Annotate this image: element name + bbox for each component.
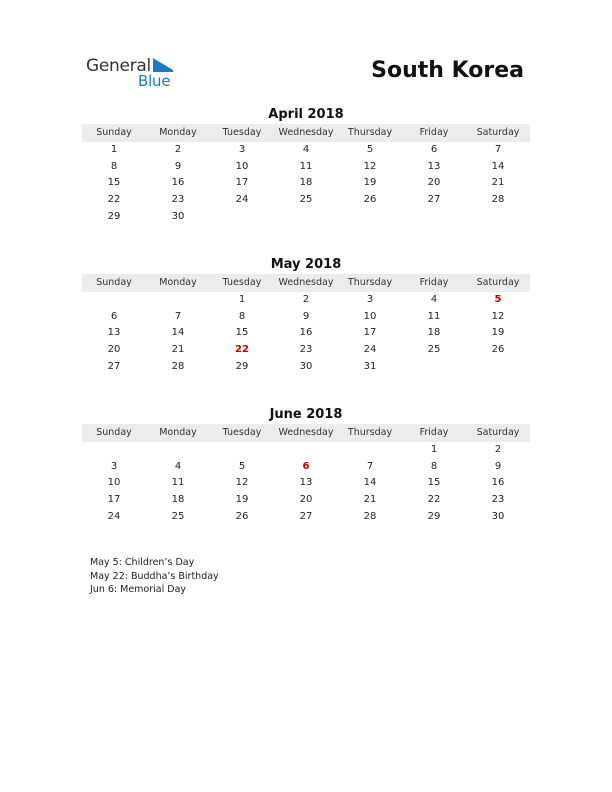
weekday-label: Wednesday <box>278 127 334 138</box>
day-cell: 18 <box>171 494 185 506</box>
day-cell: 4 <box>174 460 182 472</box>
month-title: May 2018 <box>270 257 342 272</box>
day-cell: 26 <box>235 510 249 522</box>
week-row <box>82 209 530 226</box>
week-row <box>82 492 530 509</box>
day-cell: 24 <box>235 194 249 206</box>
holiday-note: May 22: Buddha’s Birthday <box>90 570 219 582</box>
day-cell <box>402 359 466 376</box>
week-row <box>82 442 530 459</box>
day-cell: 28 <box>363 510 377 522</box>
week-row <box>82 142 530 159</box>
day-cell: 30 <box>299 360 313 372</box>
day-cell: 31 <box>363 360 377 372</box>
holiday-note: May 5: Children’s Day <box>90 557 195 568</box>
day-cell: 4 <box>302 144 310 155</box>
day-cell: 12 <box>491 310 505 322</box>
day-cell: 19 <box>491 327 505 339</box>
day-cell: 2 <box>174 144 182 155</box>
day-cell: 30 <box>491 510 505 522</box>
week-row <box>82 509 530 526</box>
day-cell: 26 <box>491 344 505 356</box>
weekday-label: Monday <box>159 277 197 288</box>
month-title: June 2018 <box>269 407 343 422</box>
day-cell: 27 <box>299 510 313 522</box>
day-cell <box>82 442 146 459</box>
weekday-label: Sunday <box>96 277 132 288</box>
day-cell: 3 <box>238 144 246 155</box>
day-cell <box>338 209 402 226</box>
day-cell: 7 <box>366 460 374 472</box>
day-cell: 12 <box>235 477 249 489</box>
day-cell: 23 <box>491 494 505 506</box>
day-cell: 28 <box>491 194 505 206</box>
day-cell: 30 <box>171 210 185 222</box>
day-cell: 11 <box>427 310 441 322</box>
day-cell <box>146 442 210 459</box>
general-blue-logo <box>86 56 196 92</box>
week-row <box>82 159 530 176</box>
day-cell: 18 <box>299 177 313 189</box>
day-cell <box>402 209 466 226</box>
week-row <box>82 359 530 376</box>
day-cell <box>274 209 338 226</box>
weekday-label: Sunday <box>96 427 132 438</box>
weekday-label: Tuesday <box>222 127 262 138</box>
weekday-label: Tuesday <box>222 427 262 438</box>
day-cell: 6 <box>110 310 118 322</box>
weekday-label: Thursday <box>347 427 393 438</box>
day-cell: 23 <box>171 194 185 206</box>
day-cell: 3 <box>366 294 374 305</box>
day-cell: 26 <box>363 194 377 206</box>
week-row <box>82 325 530 342</box>
day-cell <box>210 442 274 459</box>
month-may <box>82 256 530 375</box>
day-cell: 27 <box>427 194 441 206</box>
day-cell <box>146 292 210 309</box>
day-cell: 10 <box>235 160 249 172</box>
logo-word-blue: Blue <box>138 72 171 90</box>
day-cell: 5 <box>366 144 374 155</box>
day-cell <box>82 292 146 309</box>
day-cell: 17 <box>363 327 377 339</box>
day-cell: 28 <box>171 360 185 372</box>
day-cell: 11 <box>171 477 185 489</box>
week-row <box>82 475 530 492</box>
weekday-label: Friday <box>419 277 449 288</box>
holiday-day-cell: 22 <box>235 344 249 356</box>
day-cell: 21 <box>171 344 185 356</box>
weekday-label: Friday <box>419 427 449 438</box>
day-cell: 13 <box>107 327 121 339</box>
weekday-label: Friday <box>419 127 449 138</box>
week-row <box>82 342 530 359</box>
week-row <box>82 459 530 476</box>
day-cell: 20 <box>299 494 313 506</box>
holiday-note: Jun 6: Memorial Day <box>90 584 187 595</box>
day-cell: 29 <box>235 360 249 372</box>
weekday-label: Saturday <box>476 277 520 288</box>
day-cell: 16 <box>171 177 185 189</box>
week-row <box>82 292 530 309</box>
day-cell: 16 <box>491 477 505 489</box>
day-cell: 8 <box>110 160 118 172</box>
day-cell <box>210 209 274 226</box>
weekday-label: Saturday <box>476 427 520 438</box>
day-cell: 29 <box>107 210 121 222</box>
day-cell: 24 <box>363 344 377 356</box>
day-cell: 5 <box>238 460 246 472</box>
day-cell: 16 <box>299 327 313 339</box>
weekday-header-row <box>82 274 530 292</box>
day-cell: 19 <box>235 494 249 506</box>
day-cell: 13 <box>427 160 441 172</box>
logo-flag-icon <box>153 58 173 70</box>
day-cell: 15 <box>427 477 441 489</box>
weekday-label: Thursday <box>347 127 393 138</box>
logo-word-general: General <box>86 56 151 76</box>
day-cell: 2 <box>494 444 502 455</box>
weekday-label: Monday <box>159 427 197 438</box>
day-cell: 6 <box>430 144 438 155</box>
holiday-day-cell: 5 <box>494 294 502 305</box>
day-cell: 29 <box>427 510 441 522</box>
month-title: April 2018 <box>268 107 344 122</box>
weekday-label: Sunday <box>96 127 132 138</box>
day-cell: 7 <box>494 144 502 155</box>
weekday-label: Wednesday <box>278 277 334 288</box>
day-cell: 25 <box>427 344 441 356</box>
day-cell: 3 <box>110 460 118 472</box>
day-cell: 17 <box>235 177 249 189</box>
day-cell: 2 <box>302 294 310 305</box>
day-cell: 1 <box>430 444 438 455</box>
day-cell: 19 <box>363 177 377 189</box>
day-cell: 14 <box>491 160 505 172</box>
day-cell: 11 <box>299 160 313 172</box>
day-cell: 1 <box>110 144 118 155</box>
week-row <box>82 192 530 209</box>
day-cell: 14 <box>171 327 185 339</box>
weekday-label: Monday <box>159 127 197 138</box>
weekday-label: Tuesday <box>222 277 262 288</box>
month-june <box>82 406 530 525</box>
day-cell: 18 <box>427 327 441 339</box>
month-april <box>82 106 530 225</box>
day-cell: 20 <box>107 344 121 356</box>
weekday-label: Wednesday <box>278 427 334 438</box>
day-cell: 15 <box>235 327 249 339</box>
holiday-day-cell: 6 <box>302 460 310 472</box>
weekday-header-row <box>82 424 530 442</box>
day-cell: 13 <box>299 477 313 489</box>
day-cell <box>466 209 530 226</box>
day-cell: 1 <box>238 294 246 305</box>
country-title: South Korea <box>371 58 524 83</box>
day-cell: 25 <box>171 510 185 522</box>
day-cell: 20 <box>427 177 441 189</box>
day-cell: 7 <box>174 310 182 322</box>
day-cell: 10 <box>107 477 121 489</box>
day-cell: 10 <box>363 310 377 322</box>
day-cell: 23 <box>299 344 313 356</box>
day-cell <box>274 442 338 459</box>
day-cell: 8 <box>430 460 438 472</box>
day-cell: 22 <box>107 194 121 206</box>
week-row <box>82 175 530 192</box>
day-cell: 21 <box>491 177 505 189</box>
day-cell: 9 <box>174 160 182 172</box>
day-cell <box>466 359 530 376</box>
day-cell: 21 <box>363 494 377 506</box>
weekday-header-row <box>82 124 530 142</box>
day-cell: 15 <box>107 177 121 189</box>
weekday-label: Saturday <box>476 127 520 138</box>
day-cell <box>338 442 402 459</box>
day-cell: 9 <box>302 310 310 322</box>
holiday-notes <box>90 556 219 597</box>
day-cell: 8 <box>238 310 246 322</box>
day-cell: 9 <box>494 460 502 472</box>
day-cell: 22 <box>427 494 441 506</box>
day-cell: 24 <box>107 510 121 522</box>
day-cell: 27 <box>107 360 121 372</box>
day-cell: 17 <box>107 494 121 506</box>
day-cell: 25 <box>299 194 313 206</box>
weekday-label: Thursday <box>347 277 393 288</box>
week-row <box>82 309 530 326</box>
day-cell: 12 <box>363 160 377 172</box>
day-cell: 14 <box>363 477 377 489</box>
day-cell: 4 <box>430 294 438 305</box>
